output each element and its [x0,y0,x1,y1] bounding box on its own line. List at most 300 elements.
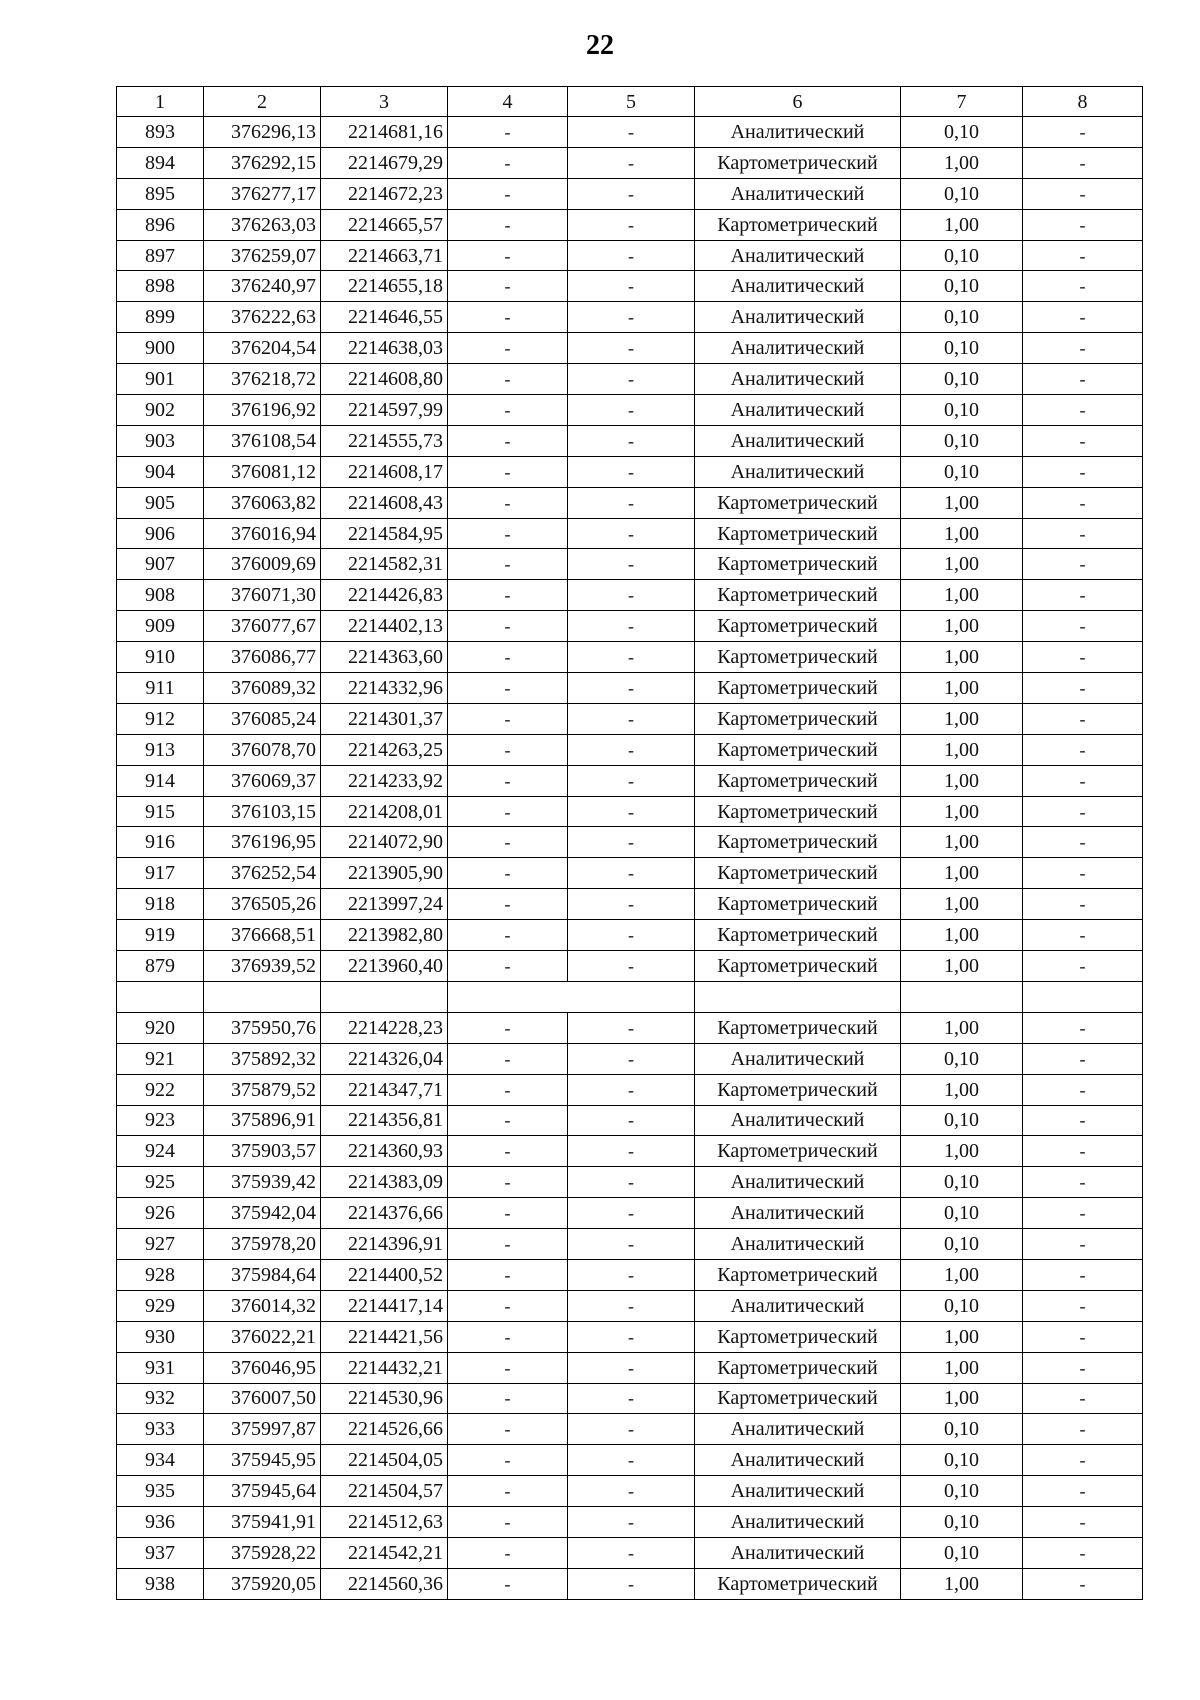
table-row [117,1414,1143,1445]
x-coordinate-cell: 376252,54 [204,858,321,889]
col8-cell: - [1023,642,1143,673]
accuracy-cell: 1,00 [901,518,1023,549]
accuracy-cell: 0,10 [901,1507,1023,1538]
col4-cell: - [448,1568,568,1599]
x-coordinate-cell: 375945,95 [204,1445,321,1476]
col5-cell: - [568,1105,695,1136]
col8-cell: - [1023,178,1143,209]
y-coordinate-cell: 2214512,63 [321,1507,448,1538]
col5-cell: - [568,333,695,364]
col8-cell: - [1023,827,1143,858]
accuracy-cell: 0,10 [901,395,1023,426]
method-cell: Картометрический [695,1352,901,1383]
x-coordinate-cell: 375920,05 [204,1568,321,1599]
col5-cell: - [568,1012,695,1043]
x-coordinate-cell: 376240,97 [204,271,321,302]
col8-cell: - [1023,703,1143,734]
table-row [117,333,1143,364]
table-row [117,364,1143,395]
y-coordinate-cell: 2214347,71 [321,1074,448,1105]
col5-cell: - [568,951,695,982]
table-row [117,1259,1143,1290]
y-coordinate-cell: 2214208,01 [321,796,448,827]
col4-cell: - [448,1198,568,1229]
y-coordinate-cell: 2213905,90 [321,858,448,889]
method-cell: Аналитический [695,1167,901,1198]
col8-cell: - [1023,487,1143,518]
method-cell: Аналитический [695,240,901,271]
col8-cell: - [1023,549,1143,580]
col8-cell: - [1023,1167,1143,1198]
y-coordinate-cell: 2214679,29 [321,147,448,178]
accuracy-cell: 0,10 [901,425,1023,456]
point-number-cell: 918 [117,889,204,920]
point-number-cell: 900 [117,333,204,364]
column-header: 4 [448,87,568,117]
point-number-cell: 903 [117,425,204,456]
col4-cell: - [448,703,568,734]
method-cell: Аналитический [695,302,901,333]
x-coordinate-cell: 376078,70 [204,734,321,765]
col4-cell: - [448,673,568,704]
col5-cell: - [568,734,695,765]
col5-cell: - [568,178,695,209]
accuracy-cell: 0,10 [901,333,1023,364]
accuracy-cell: 1,00 [901,889,1023,920]
y-coordinate-cell: 2214608,43 [321,487,448,518]
accuracy-cell: 0,10 [901,302,1023,333]
col8-cell: - [1023,1414,1143,1445]
col4-cell: - [448,1383,568,1414]
y-coordinate-cell: 2214584,95 [321,518,448,549]
x-coordinate-cell: 376022,21 [204,1321,321,1352]
col4-cell: - [448,1352,568,1383]
col5-cell: - [568,518,695,549]
accuracy-cell: 0,10 [901,1476,1023,1507]
accuracy-cell: 1,00 [901,611,1023,642]
y-coordinate-cell: 2214560,36 [321,1568,448,1599]
table-row [117,1012,1143,1043]
method-cell: Картометрический [695,1321,901,1352]
y-coordinate-cell: 2214526,66 [321,1414,448,1445]
column-header: 6 [695,87,901,117]
method-cell: Картометрический [695,951,901,982]
x-coordinate-cell: 376218,72 [204,364,321,395]
table-row [117,580,1143,611]
accuracy-cell: 1,00 [901,1383,1023,1414]
method-cell: Картометрический [695,1012,901,1043]
x-coordinate-cell: 376016,94 [204,518,321,549]
col8-cell: - [1023,580,1143,611]
table-row [117,240,1143,271]
x-coordinate-cell: 375997,87 [204,1414,321,1445]
x-coordinate-cell: 375896,91 [204,1105,321,1136]
x-coordinate-cell: 376668,51 [204,920,321,951]
col4-cell: - [448,827,568,858]
col4-cell: - [448,920,568,951]
method-cell: Картометрический [695,796,901,827]
x-coordinate-cell: 375928,22 [204,1537,321,1568]
y-coordinate-cell: 2214402,13 [321,611,448,642]
y-coordinate-cell: 2214363,60 [321,642,448,673]
col8-cell: - [1023,1074,1143,1105]
point-number-cell: 917 [117,858,204,889]
x-coordinate-cell: 376108,54 [204,425,321,456]
y-coordinate-cell: 2213997,24 [321,889,448,920]
method-cell: Аналитический [695,178,901,209]
col8-cell: - [1023,1507,1143,1538]
accuracy-cell: 1,00 [901,703,1023,734]
method-cell: Картометрический [695,827,901,858]
x-coordinate-cell: 375942,04 [204,1198,321,1229]
method-cell: Аналитический [695,1229,901,1260]
method-cell: Аналитический [695,1445,901,1476]
col8-cell: - [1023,271,1143,302]
col5-cell: - [568,765,695,796]
table-row [117,642,1143,673]
x-coordinate-cell [204,981,321,1012]
col4-cell: - [448,147,568,178]
col5-cell: - [568,1414,695,1445]
table-row [117,518,1143,549]
col5-cell: - [568,302,695,333]
table-row [117,425,1143,456]
table-row [117,487,1143,518]
y-coordinate-cell: 2214356,81 [321,1105,448,1136]
col8-cell: - [1023,673,1143,704]
table-row [117,1321,1143,1352]
col8-cell: - [1023,1537,1143,1568]
col5-cell [568,981,695,1012]
point-number-cell: 894 [117,147,204,178]
accuracy-cell: 1,00 [901,1074,1023,1105]
col4-cell: - [448,1476,568,1507]
table-row [117,951,1143,982]
x-coordinate-cell: 376204,54 [204,333,321,364]
table-row [117,611,1143,642]
y-coordinate-cell: 2214672,23 [321,178,448,209]
y-coordinate-cell: 2214400,52 [321,1259,448,1290]
accuracy-cell: 0,10 [901,456,1023,487]
col5-cell: - [568,1568,695,1599]
col8-cell: - [1023,1383,1143,1414]
x-coordinate-cell: 375879,52 [204,1074,321,1105]
col8-cell: - [1023,1259,1143,1290]
col8-cell: - [1023,1445,1143,1476]
y-coordinate-cell: 2214228,23 [321,1012,448,1043]
col4-cell: - [448,765,568,796]
point-number-cell: 927 [117,1229,204,1260]
accuracy-cell: 1,00 [901,580,1023,611]
point-number-cell: 905 [117,487,204,518]
method-cell: Картометрический [695,549,901,580]
method-cell: Картометрический [695,209,901,240]
x-coordinate-cell: 376009,69 [204,549,321,580]
accuracy-cell: 1,00 [901,147,1023,178]
col8-cell: - [1023,920,1143,951]
x-coordinate-cell: 376222,63 [204,302,321,333]
col5-cell: - [568,858,695,889]
col5-cell: - [568,1383,695,1414]
y-coordinate-cell: 2214530,96 [321,1383,448,1414]
y-coordinate-cell: 2214608,17 [321,456,448,487]
col8-cell: - [1023,456,1143,487]
method-cell: Картометрический [695,703,901,734]
col5-cell: - [568,673,695,704]
col5-cell: - [568,1445,695,1476]
accuracy-cell: 1,00 [901,549,1023,580]
col4-cell: - [448,1290,568,1321]
point-number-cell [117,981,204,1012]
y-coordinate-cell: 2214665,57 [321,209,448,240]
table-row [117,1507,1143,1538]
col4-cell: - [448,1507,568,1538]
x-coordinate-cell: 376069,37 [204,765,321,796]
col4-cell: - [448,302,568,333]
y-coordinate-cell: 2214681,16 [321,117,448,148]
y-coordinate-cell: 2214326,04 [321,1043,448,1074]
method-cell: Аналитический [695,1198,901,1229]
col8-cell [1023,981,1143,1012]
table-row [117,703,1143,734]
y-coordinate-cell: 2214504,05 [321,1445,448,1476]
col5-cell: - [568,1074,695,1105]
col4-cell: - [448,209,568,240]
point-number-cell: 899 [117,302,204,333]
column-header: 1 [117,87,204,117]
col4-cell: - [448,796,568,827]
col8-cell: - [1023,1012,1143,1043]
y-coordinate-cell: 2214417,14 [321,1290,448,1321]
col5-cell: - [568,1167,695,1198]
accuracy-cell: 1,00 [901,209,1023,240]
col8-cell: - [1023,796,1143,827]
table-row [117,178,1143,209]
point-number-cell: 909 [117,611,204,642]
point-number-cell: 916 [117,827,204,858]
point-number-cell: 893 [117,117,204,148]
y-coordinate-cell: 2214421,56 [321,1321,448,1352]
col4-cell: - [448,425,568,456]
method-cell: Аналитический [695,1507,901,1538]
point-number-cell: 936 [117,1507,204,1538]
x-coordinate-cell: 376277,17 [204,178,321,209]
x-coordinate-cell: 376196,92 [204,395,321,426]
col4-cell: - [448,271,568,302]
col8-cell: - [1023,1043,1143,1074]
col5-cell: - [568,1229,695,1260]
x-coordinate-cell: 376071,30 [204,580,321,611]
accuracy-cell: 1,00 [901,827,1023,858]
method-cell: Картометрический [695,518,901,549]
point-number-cell: 904 [117,456,204,487]
accuracy-cell: 1,00 [901,1259,1023,1290]
col4-cell: - [448,395,568,426]
accuracy-cell: 0,10 [901,1043,1023,1074]
col8-cell: - [1023,1136,1143,1167]
table-row [117,1074,1143,1105]
method-cell: Аналитический [695,1414,901,1445]
col4-cell: - [448,364,568,395]
x-coordinate-cell: 375950,76 [204,1012,321,1043]
point-number-cell: 925 [117,1167,204,1198]
column-header: 3 [321,87,448,117]
accuracy-cell: 0,10 [901,1167,1023,1198]
method-cell: Аналитический [695,1290,901,1321]
y-coordinate-cell: 2214638,03 [321,333,448,364]
table-row [117,858,1143,889]
col8-cell: - [1023,425,1143,456]
col5-cell: - [568,425,695,456]
table-row [117,796,1143,827]
point-number-cell: 912 [117,703,204,734]
col8-cell: - [1023,395,1143,426]
table-row [117,981,1143,1012]
col5-cell: - [568,117,695,148]
col5-cell: - [568,1198,695,1229]
accuracy-cell: 0,10 [901,1414,1023,1445]
col4-cell: - [448,1012,568,1043]
col4-cell: - [448,1167,568,1198]
col4-cell: - [448,240,568,271]
point-number-cell: 879 [117,951,204,982]
accuracy-cell: 1,00 [901,920,1023,951]
x-coordinate-cell: 376089,32 [204,673,321,704]
col5-cell: - [568,549,695,580]
x-coordinate-cell: 375892,32 [204,1043,321,1074]
x-coordinate-cell: 376081,12 [204,456,321,487]
point-number-cell: 928 [117,1259,204,1290]
method-cell: Аналитический [695,425,901,456]
point-number-cell: 895 [117,178,204,209]
col5-cell: - [568,611,695,642]
table-row [117,1537,1143,1568]
point-number-cell: 911 [117,673,204,704]
col4-cell: - [448,1074,568,1105]
col8-cell: - [1023,209,1143,240]
table-row [117,117,1143,148]
y-coordinate-cell: 2213960,40 [321,951,448,982]
method-cell: Картометрический [695,765,901,796]
point-number-cell: 906 [117,518,204,549]
table-row [117,734,1143,765]
y-coordinate-cell: 2214504,57 [321,1476,448,1507]
x-coordinate-cell: 376063,82 [204,487,321,518]
y-coordinate-cell: 2214376,66 [321,1198,448,1229]
accuracy-cell: 1,00 [901,734,1023,765]
col4-cell: - [448,642,568,673]
column-header: 7 [901,87,1023,117]
x-coordinate-cell: 375939,42 [204,1167,321,1198]
col5-cell: - [568,703,695,734]
table-row [117,765,1143,796]
col4-cell: - [448,487,568,518]
x-coordinate-cell: 375984,64 [204,1259,321,1290]
col8-cell: - [1023,1198,1143,1229]
method-cell: Картометрический [695,1383,901,1414]
col5-cell: - [568,1537,695,1568]
method-cell: Аналитический [695,271,901,302]
col5-cell: - [568,456,695,487]
x-coordinate-cell: 375945,64 [204,1476,321,1507]
table-header-row [117,87,1143,117]
x-coordinate-cell: 376939,52 [204,951,321,982]
accuracy-cell: 0,10 [901,1105,1023,1136]
column-header: 5 [568,87,695,117]
col8-cell: - [1023,147,1143,178]
method-cell: Аналитический [695,364,901,395]
table-row [117,209,1143,240]
table-row [117,827,1143,858]
col4-cell: - [448,1321,568,1352]
col4-cell: - [448,858,568,889]
method-cell: Аналитический [695,1537,901,1568]
col8-cell: - [1023,117,1143,148]
x-coordinate-cell: 376292,15 [204,147,321,178]
y-coordinate-cell: 2214663,71 [321,240,448,271]
y-coordinate-cell: 2214646,55 [321,302,448,333]
table-row [117,1198,1143,1229]
col8-cell: - [1023,1352,1143,1383]
table-row [117,1476,1143,1507]
table-row [117,395,1143,426]
y-coordinate-cell: 2214396,91 [321,1229,448,1260]
method-cell: Картометрический [695,1074,901,1105]
column-header: 2 [204,87,321,117]
x-coordinate-cell: 376007,50 [204,1383,321,1414]
accuracy-cell [901,981,1023,1012]
x-coordinate-cell: 376259,07 [204,240,321,271]
x-coordinate-cell: 375941,91 [204,1507,321,1538]
table-row [117,1568,1143,1599]
method-cell: Картометрический [695,673,901,704]
table-row [117,147,1143,178]
point-number-cell: 897 [117,240,204,271]
col8-cell: - [1023,1568,1143,1599]
point-number-cell: 934 [117,1445,204,1476]
col8-cell: - [1023,333,1143,364]
point-number-cell: 930 [117,1321,204,1352]
point-number-cell: 914 [117,765,204,796]
accuracy-cell: 0,10 [901,240,1023,271]
accuracy-cell: 0,10 [901,1229,1023,1260]
table-row [117,302,1143,333]
point-number-cell: 929 [117,1290,204,1321]
point-number-cell: 933 [117,1414,204,1445]
col4-cell: - [448,1259,568,1290]
method-cell: Аналитический [695,1043,901,1074]
col5-cell: - [568,364,695,395]
accuracy-cell: 1,00 [901,858,1023,889]
method-cell: Аналитический [695,333,901,364]
method-cell: Картометрический [695,580,901,611]
accuracy-cell: 0,10 [901,178,1023,209]
x-coordinate-cell: 376505,26 [204,889,321,920]
col5-cell: - [568,796,695,827]
col4-cell: - [448,1136,568,1167]
y-coordinate-cell: 2214597,99 [321,395,448,426]
table-row [117,1043,1143,1074]
point-number-cell: 913 [117,734,204,765]
y-coordinate-cell: 2213982,80 [321,920,448,951]
col4-cell: - [448,1105,568,1136]
y-coordinate-cell: 2214426,83 [321,580,448,611]
method-cell: Аналитический [695,456,901,487]
table-row [117,920,1143,951]
method-cell: Аналитический [695,395,901,426]
x-coordinate-cell: 376086,77 [204,642,321,673]
col5-cell: - [568,1321,695,1352]
